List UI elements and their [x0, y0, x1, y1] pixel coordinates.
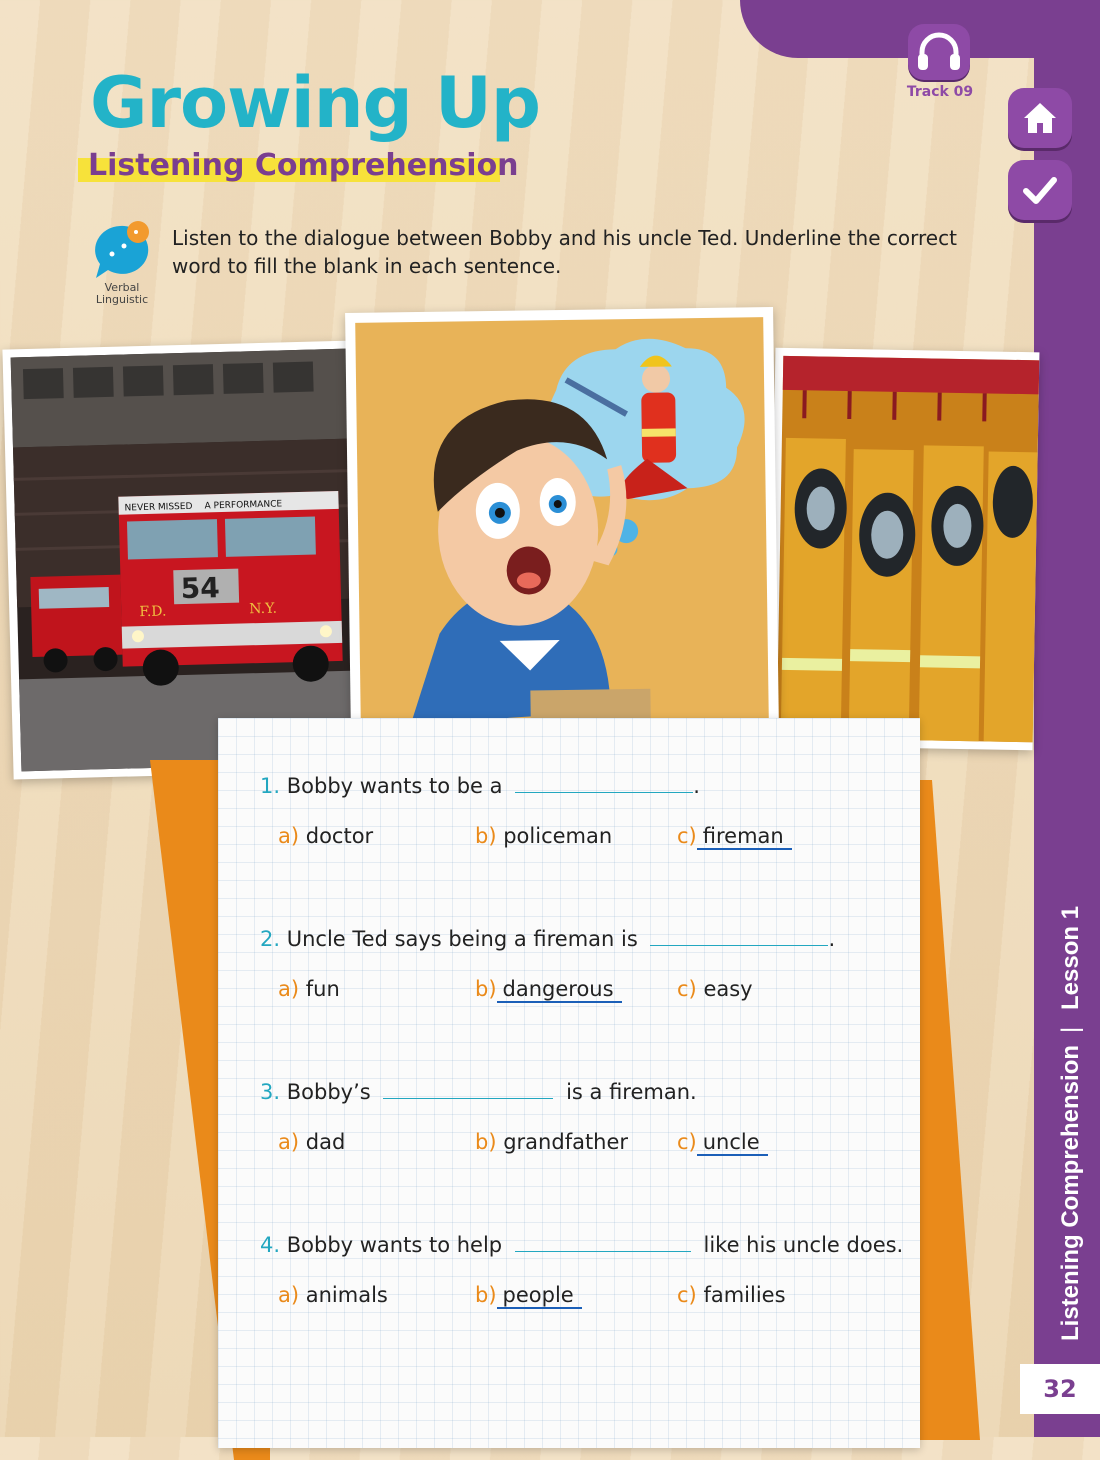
track-label: Track 09 — [900, 84, 980, 100]
option-1a[interactable]: a) doctor — [278, 824, 373, 848]
fire-truck-photo — [2, 340, 365, 779]
option-4a[interactable]: a) animals — [278, 1283, 388, 1307]
option-1c-underlined[interactable]: c) fireman — [677, 824, 792, 848]
option-2a[interactable]: a) fun — [278, 977, 340, 1001]
question-4: 4. Bobby wants to help like his uncle does. — [260, 1231, 903, 1257]
question-3: 3. Bobby’s is a fireman. — [260, 1078, 697, 1104]
truck-dept-right: N.Y. — [249, 601, 277, 618]
page-number: 32 — [1020, 1364, 1100, 1414]
answer-blank[interactable] — [650, 925, 828, 946]
firefighter-gear-photo — [769, 348, 1040, 751]
side-divider: | — [1057, 1027, 1084, 1033]
option-3c-underlined[interactable]: c) uncle — [677, 1130, 768, 1154]
speech-bubble-icon — [90, 220, 154, 282]
option-1b[interactable]: b) policeman — [475, 824, 612, 848]
answer-blank[interactable] — [515, 1231, 691, 1252]
option-2c[interactable]: c) easy — [677, 977, 753, 1001]
truck-sign-left: NEVER MISSED — [125, 502, 193, 514]
option-3b[interactable]: b) grandfather — [475, 1130, 628, 1154]
boy-illustration — [345, 307, 779, 735]
option-3a[interactable]: a) dad — [278, 1130, 345, 1154]
instructions: Listen to the dialogue between Bobby and his uncle Ted. Underline the correct word to fill the blank in each sentence. — [172, 224, 1002, 280]
headphones-icon — [908, 24, 970, 80]
answer-blank[interactable] — [383, 1078, 553, 1099]
option-2b-underlined[interactable]: b) dangerous — [475, 977, 622, 1001]
question-2: 2. Uncle Ted says being a fireman is . — [260, 925, 835, 951]
intelligence-label: Verbal Linguistic — [86, 282, 158, 306]
truck-sign-right: A PERFORMANCE — [204, 499, 282, 511]
option-4c[interactable]: c) families — [677, 1283, 786, 1307]
side-section-text: Listening Comprehension — [1057, 1045, 1084, 1341]
home-button[interactable] — [1008, 88, 1072, 148]
check-button[interactable] — [1008, 160, 1072, 220]
truck-number: 54 — [180, 571, 220, 605]
track-button[interactable] — [908, 24, 970, 80]
side-lesson-text: Lesson 1 — [1057, 906, 1084, 1010]
option-4b-underlined[interactable]: b) people — [475, 1283, 582, 1307]
home-icon — [1020, 98, 1060, 138]
page-title: Growing Up — [90, 62, 540, 144]
page-subtitle: Listening Comprehension — [88, 148, 519, 183]
truck-dept-left: F.D. — [139, 603, 167, 620]
answer-blank[interactable] — [515, 772, 693, 793]
side-lesson-label — [1040, 875, 1096, 1345]
checkmark-icon — [1020, 170, 1060, 210]
question-1: 1. Bobby wants to be a . — [260, 772, 700, 798]
